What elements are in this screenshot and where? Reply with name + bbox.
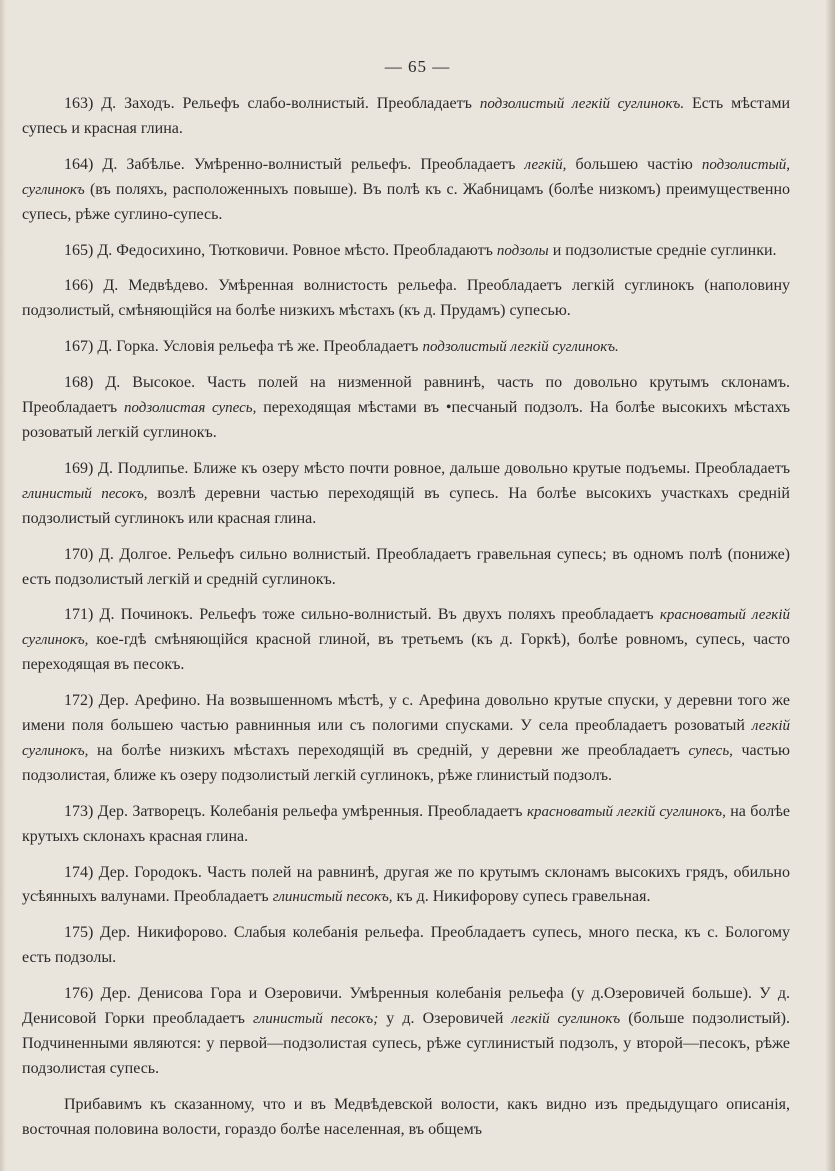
text-run: 176) Дер. Денисова Гора и Озеровичи. Умѣренныя колебанія рельефа (у д.Озеровичей больше). У д. Денисовой Горки преобладаетъ [22, 985, 790, 1028]
soil-type-italic: глинистый песокъ, [272, 889, 393, 906]
text-run: Прибавимъ къ сказанному, что и въ Медвѣдевской волости, какъ видно изъ предыдущаго описанія, восточная половина волости, гораздо болѣе населенная, въ общемъ [22, 1095, 790, 1138]
soil-type-italic: красноватый легкій суглинокъ, [22, 607, 790, 649]
entry-paragraph [22, 689, 790, 789]
entry-paragraph [22, 371, 790, 446]
soil-type-italic: супесь, [688, 742, 733, 759]
text-run: 173) Дер. Затворецъ. Колебанія рельефа умѣренныя. Преобладаетъ [64, 802, 527, 820]
page-left-edge [0, 0, 6, 1171]
entry-paragraph [22, 543, 790, 593]
text-run: на болѣе крутыхъ склонахъ красная глина. [22, 802, 791, 845]
text-run: 174) Дер. Городокъ. Часть полей на равнинѣ, другая же по крутымъ склонамъ высокихъ грядъ, обильно усѣянныхъ валунами. Преобладаетъ [22, 863, 790, 906]
text-run: 171) Д. Починокъ. Рельефъ тоже сильно-волнистый. Въ двухъ поляхъ преобладаетъ [64, 606, 660, 624]
text-run: (въ поляхъ, расположенныхъ повыше). Въ полѣ къ с. Жабницамъ (болѣе низкомъ) преимущественно супесь, рѣже суглино-супесь. [22, 180, 790, 223]
soil-type-italic: подзолистый легкій суглинокъ. [422, 339, 619, 356]
soil-type-italic: подзолистый легкій суглинокъ. [479, 96, 685, 112]
page-number: — 65 — [384, 57, 451, 76]
text-run: 175) Дер. Никифорово. Слабыя колебанія рельефа. Преобладаетъ супесь, много песка, къ с. Бологому есть подзолы. [22, 924, 790, 967]
text-run: и подзолистые средніе суглинки. [548, 241, 777, 259]
entry-paragraph [22, 92, 790, 142]
text-run: 165) Д. Федосихино, Тютковичи. Ровное мѣсто. Преобладаютъ [64, 241, 497, 259]
text-run: на болѣе низкихъ мѣстахъ переходящій въ средній, у деревни же преобладаетъ [88, 741, 689, 759]
soil-type-italic: легкій суглинокъ [511, 1011, 621, 1028]
soil-type-italic: легкій, [524, 156, 567, 173]
soil-type-italic: глинистый песокъ; [253, 1011, 379, 1028]
entry-paragraph [22, 335, 790, 360]
entry-paragraph [22, 1093, 790, 1143]
text-run: частью подзолистая, ближе къ озеру подзолистый легкій суглинокъ, рѣже глинистый подзолъ. [22, 741, 790, 784]
soil-type-italic: подзолы [496, 242, 549, 259]
text-run: 166) Д. Медвѣдево. Умѣренная волнистость рельефа. Преобладаетъ легкій суглинокъ (наполовину подзолистый, смѣняющійся на болѣе низкихъ мѣстахъ (къ д. Прудамъ) супесью. [22, 277, 790, 320]
page-body [22, 92, 790, 1143]
text-run: у д. Озеровичей [378, 1010, 512, 1028]
entry-paragraph [22, 239, 790, 264]
entry-paragraph [22, 800, 790, 850]
entry-paragraph [22, 603, 790, 678]
text-run: большею частію [566, 155, 702, 173]
text-run: переходящая мѣстами въ •песчаный подзолъ. На болѣе высокихъ мѣстахъ розоватый легкій суглинокъ. [22, 399, 791, 441]
soil-type-italic: глинистый песокъ, [22, 485, 148, 502]
text-run: 168) Д. Высокое. Часть полей на низменной равнинѣ, часть по довольно крутымъ склонамъ. Преобладаетъ [22, 374, 790, 417]
text-run: (больше подзолистый). Подчиненными являются: у первой—подзолистая супесь, рѣже суглинистый подзолъ, у второй—песокъ, рѣже подзолистая супесь. [22, 1010, 791, 1077]
text-run: 172) Дер. Арефино. На возвышенномъ мѣстѣ, у с. Арефина довольно крутые спуски, у деревни того же имени поля большею частью равнинныя или съ пологими спусками. У села преобладаетъ розоватый [22, 692, 790, 735]
entry-paragraph [22, 274, 790, 324]
text-run: кое-гдѣ смѣняющійся красной глиной, въ третьемъ (къ д. Горкѣ), болѣе ровномъ, супесь, часто переходящая въ песокъ. [22, 631, 790, 674]
soil-type-italic: легкій суглинокъ, [22, 718, 790, 759]
text-run: 163) Д. Заходъ. Рельефъ слабо-волнистый. Преобладаетъ [64, 95, 480, 112]
entry-paragraph [22, 153, 790, 228]
text-run: 170) Д. Долгое. Рельефъ сильно волнистый. Преобладаетъ гравельная супесь; въ одномъ полѣ (пониже) есть подзолистый легкій и средній суглинокъ. [22, 545, 790, 588]
text-run: къ д. Никифорову супесь гравельная. [392, 888, 651, 906]
page-right-edge [825, 0, 835, 1171]
entry-paragraph [22, 921, 790, 971]
entry-paragraph [22, 861, 790, 911]
text-run: Есть мѣстами супесь и красная глина. [22, 95, 791, 137]
text-run: возлѣ деревни частью переходящій въ супесь. На болѣе высокихъ участкахъ средній подзолистый суглинокъ или красная глина. [22, 484, 790, 527]
soil-type-italic: красноватый легкій суглинокъ, [526, 803, 726, 820]
soil-type-italic: подзолистый, суглинокъ [22, 156, 790, 198]
entry-paragraph [22, 457, 790, 532]
text-run: 167) Д. Горка. Условія рельефа тѣ же. Преобладаетъ [64, 338, 423, 356]
entry-paragraph [22, 982, 790, 1082]
text-run: 164) Д. Забѣлье. Умѣренно-волнистый рельефъ. Преобладаетъ [64, 155, 525, 173]
text-run: 169) Д. Подлипье. Ближе къ озеру мѣсто почти ровное, дальше довольно крутые подъемы. Преобладаетъ [64, 459, 790, 477]
soil-type-italic: подзолистая супесь, [123, 400, 257, 417]
